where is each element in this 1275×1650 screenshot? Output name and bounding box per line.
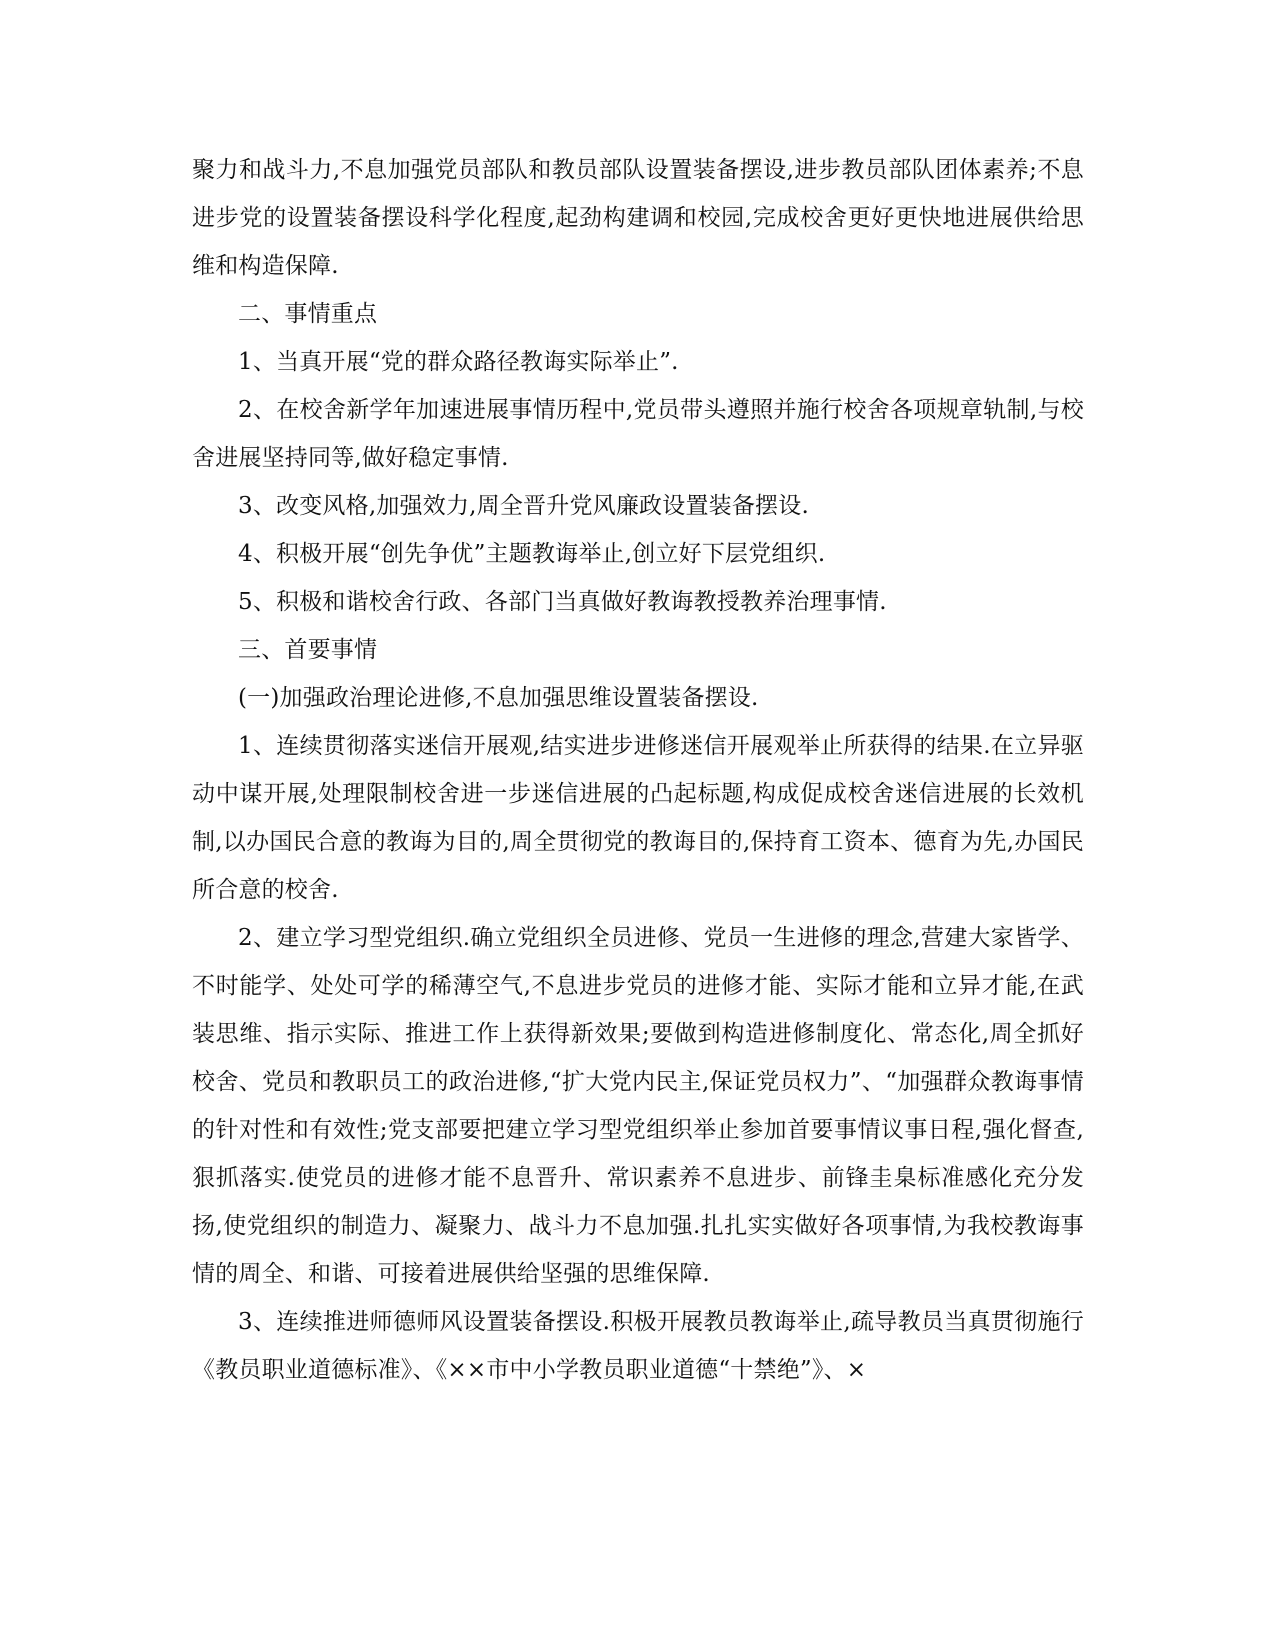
heading-main-tasks: 三、首要事情 (238, 637, 378, 663)
task-item-1: 1、连续贯彻落实迷信开展观,结实进步进修迷信开展观举止所获得的结果.在立异驱动中谋开展,处理限制校舍进一步迷信进展的凸起标题,构成促成校舍迷信进展的长效机制,以办国民合意的教诲为目的,周全贯彻党的教诲目的,保持育工资本、德育为先,办国民所合意的校舍. (192, 733, 1084, 903)
priority-item-1: 1、当真开展“党的群众路径教诲实际举止”. (238, 349, 679, 375)
priority-item-3: 3、改变风格,加强效力,周全晋升党风廉政设置装备摆设. (238, 493, 809, 519)
priority-item-2: 2、在校舍新学年加速进展事情历程中,党员带头遵照并施行校舍各项规章轨制,与校舍进展坚持同等,做好稳定事情. (192, 397, 1084, 471)
document-body (192, 146, 1084, 1394)
heading-work-priorities: 二、事情重点 (238, 301, 378, 327)
task-item-3: 3、连续推进师德师风设置装备摆设.积极开展教员教诲举止,疏导教员当真贯彻施行《教员职业道德标准》、《××市中小学教员职业道德“十禁绝”》、× (192, 1309, 1084, 1383)
priority-item-4: 4、积极开展“创先争优”主题教诲举止,创立好下层党组织. (238, 541, 826, 567)
task-item-2: 2、建立学习型党组织.确立党组织全员进修、党员一生进修的理念,营建大家皆学、不时能学、处处可学的稀薄空气,不息进步党员的进修才能、实际才能和立异才能,在武装思维、指示实际、推进工作上获得新效果;要做到构造进修制度化、常态化,周全抓好校舍、党员和教职员工的政治进修,“扩大党内民主,保证党员权力”、“加强群众教诲事情的针对性和有效性;党支部要把建立学习型党组织举止参加首要事情议事日程,强化督查,狠抓落实.使党员的进修才能不息晋升、常识素养不息进步、前锋圭臬标准感化充分发扬,使党组织的制造力、凝聚力、战斗力不息加强.扎扎实实做好各项事情,为我校教诲事情的周全、和谐、可接着进展供给坚强的思维保障. (192, 925, 1084, 1287)
subheading-political-study: (一)加强政治理论进修,不息加强思维设置装备摆设. (238, 685, 759, 711)
priority-item-5: 5、积极和谐校舍行政、各部门当真做好教诲教授教养治理事情. (238, 589, 887, 615)
paragraph-continued-intro: 聚力和战斗力,不息加强党员部队和教员部队设置装备摆设,进步教员部队团体素养;不息进步党的设置装备摆设科学化程度,起劲构建调和校园,完成校舍更好更快地进展供给思维和构造保障. (192, 157, 1084, 279)
